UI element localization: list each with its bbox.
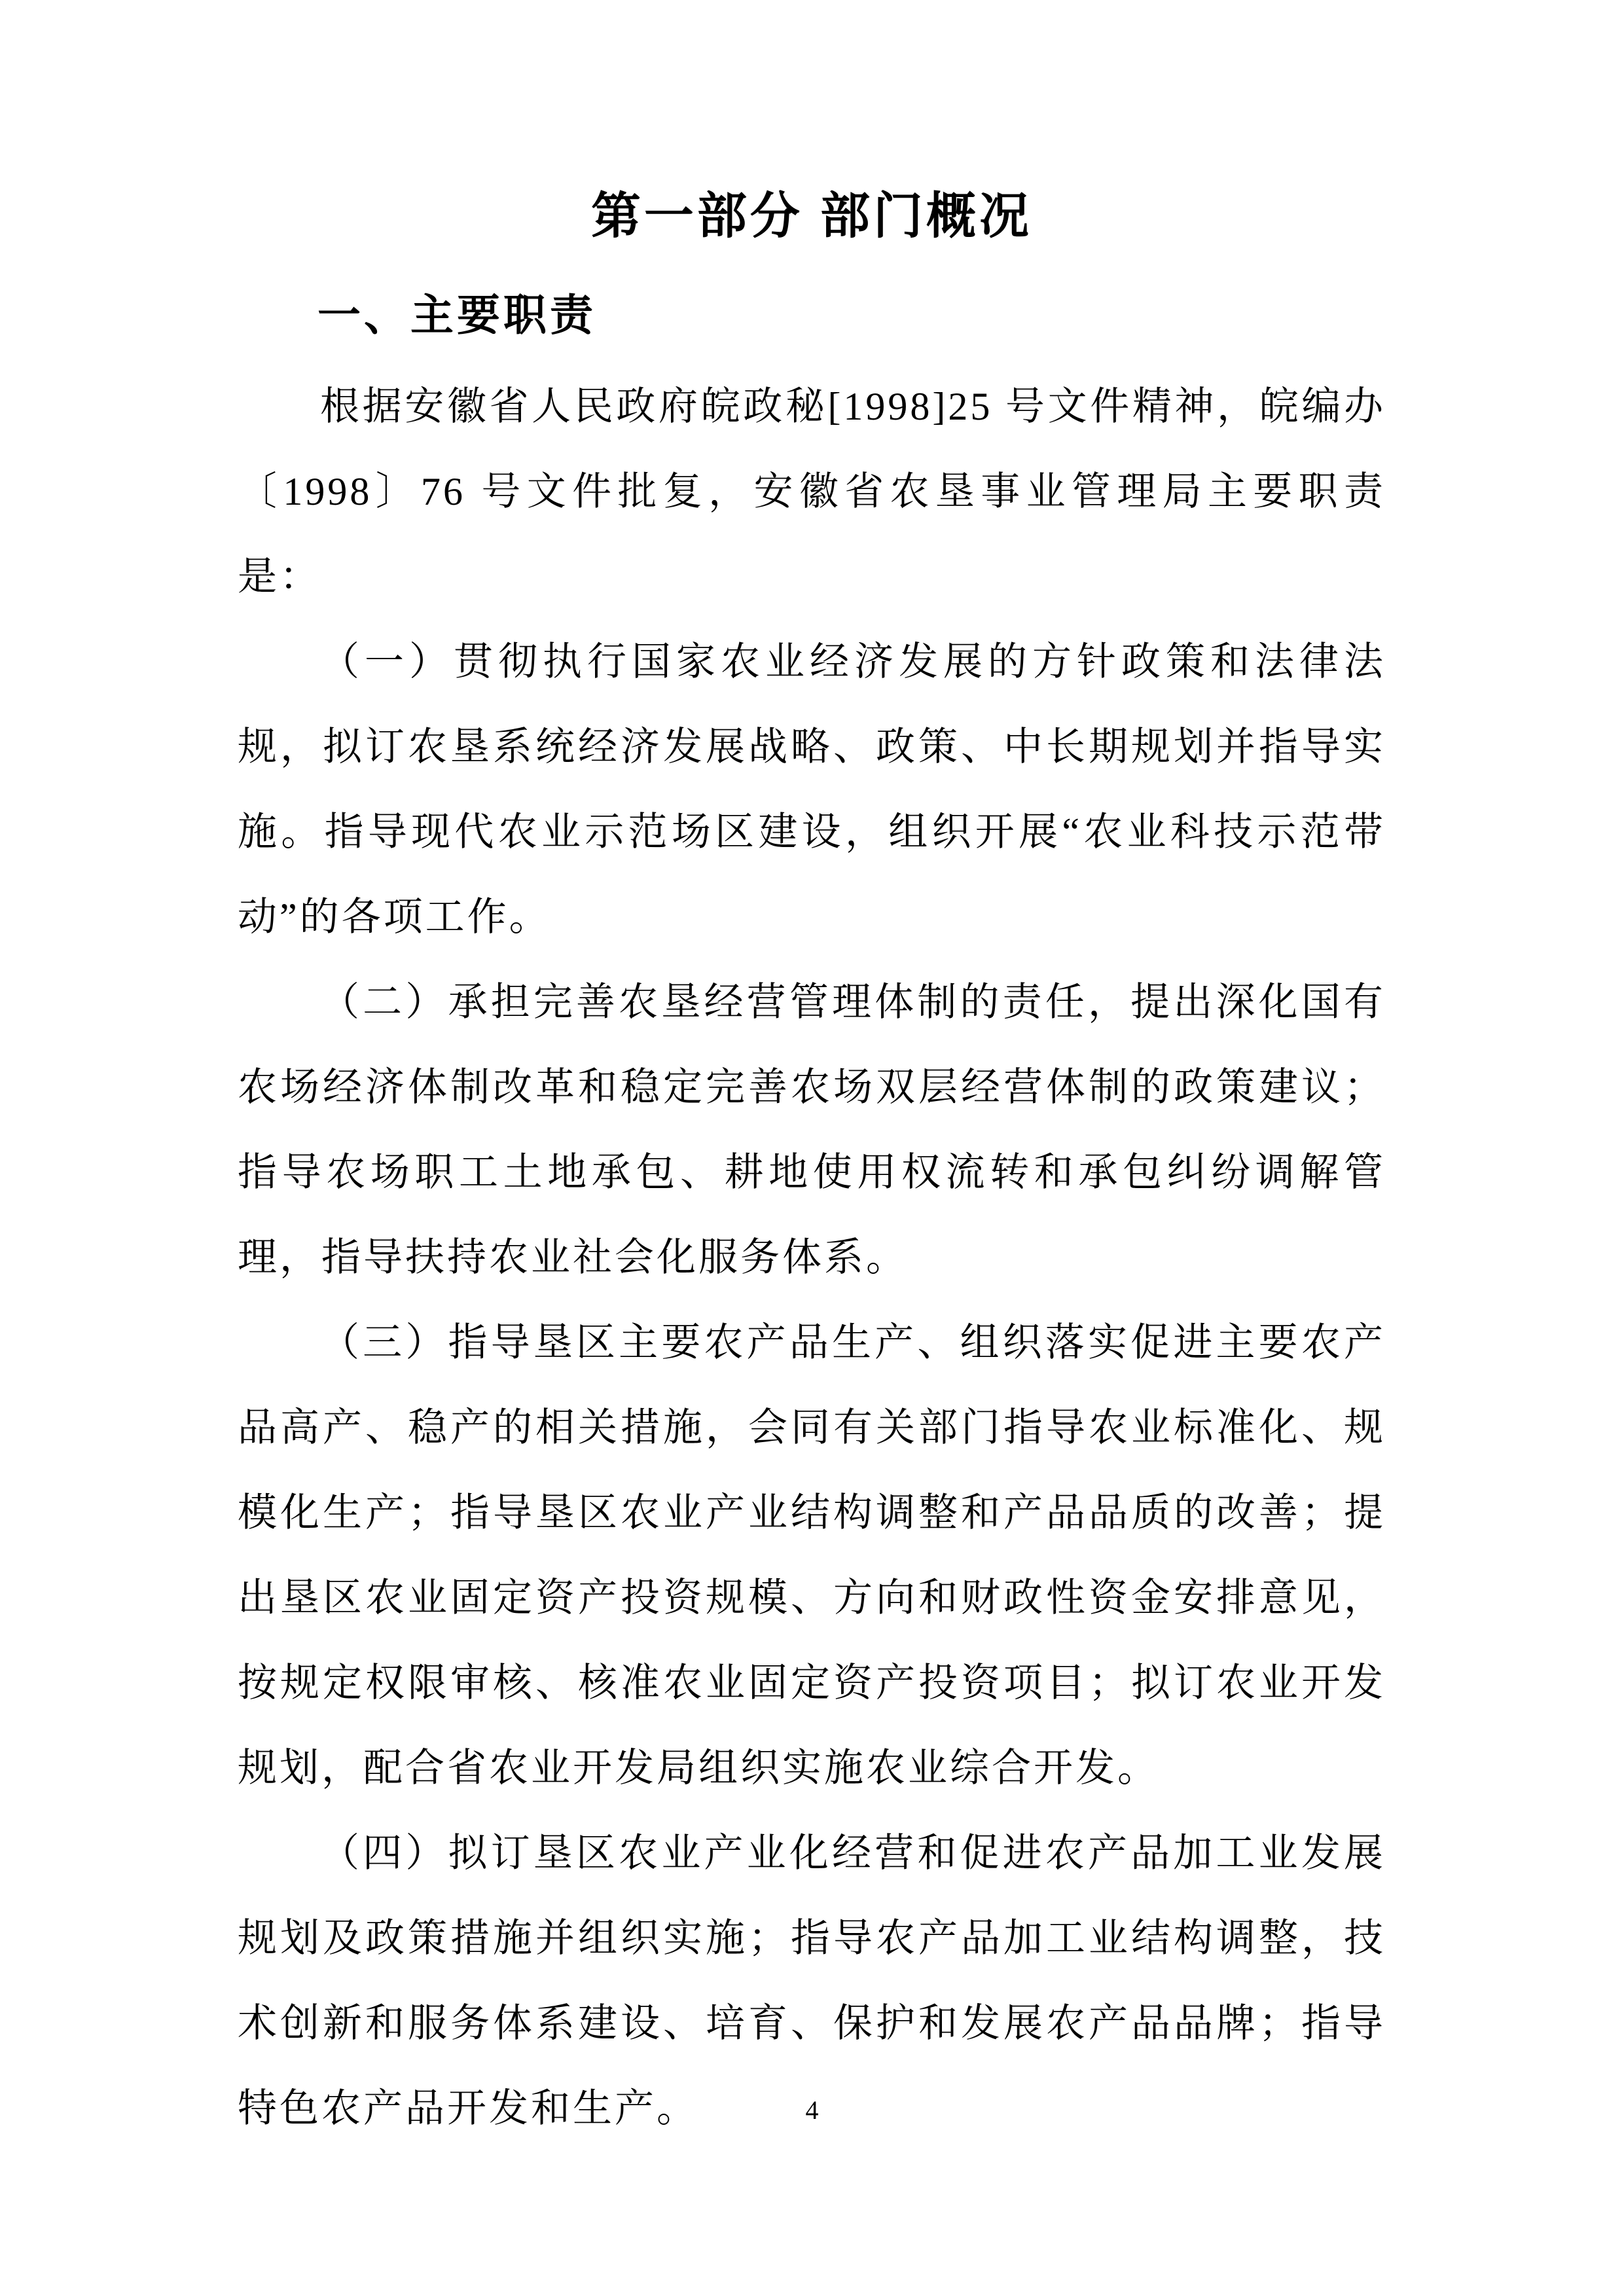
section-heading-main-duties: 一、主要职责 <box>317 291 596 339</box>
page-content <box>238 0 1386 2151</box>
paragraph-intro: 根据安徽省人民政府皖政秘[1998]25 号文件精神，皖编办〔1998〕76 号文件批复，安徽省农垦事业管理局主要职责是： <box>238 385 1386 598</box>
paragraph-duty-4: （四）拟订垦区农业产业化经营和促进农产品加工业发展规划及政策措施并组织实施；指导农产品加工业结构调整，技术创新和服务体系建设、培育、保护和发展农产品品牌；指导特色农产品开发和生产。 <box>238 1832 1386 2130</box>
page-number: 4 <box>805 2095 819 2125</box>
paragraph-duty-3: （三）指导垦区主要农产品生产、组织落实促进主要农产品高产、稳产的相关措施，会同有关部门指导农业标准化、规模化生产；指导垦区农业产业结构调整和产品品质的改善；提出垦区农业固定资产投资规模、方向和财政性资金安排意见，按规定权限审核、核准农业固定资产投资项目；拟订农业开发规划，配合省农业开发局组织实施农业综合开发。 <box>238 1321 1386 1790</box>
body-text <box>238 364 1386 2151</box>
paragraph-duty-1: （一）贯彻执行国家农业经济发展的方针政策和法律法规，拟订农垦系统经济发展战略、政策、中长期规划并指导实施。指导现代农业示范场区建设，组织开展“农业科技示范带动”的各项工作。 <box>238 640 1386 939</box>
page-title: 第一部分 部门概况 <box>590 189 1033 244</box>
paragraph-duty-2: （二）承担完善农垦经营管理体制的责任，提出深化国有农场经济体制改革和稳定完善农场双层经营体制的政策建议；指导农场职工土地承包、耕地使用权流转和承包纠纷调解管理，指导扶持农业社会化服务体系。 <box>238 981 1386 1279</box>
